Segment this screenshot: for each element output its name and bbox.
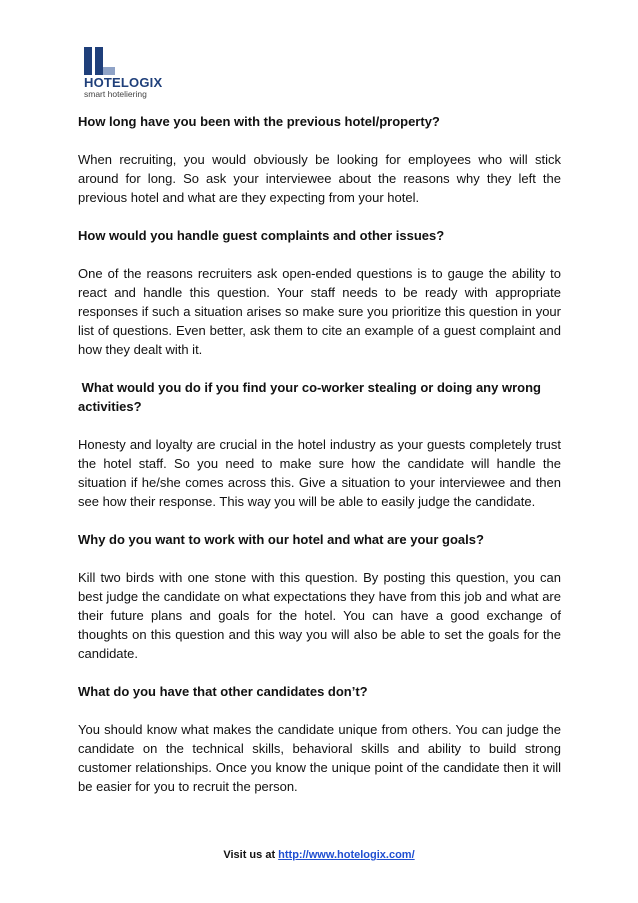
section-paragraph: When recruiting, you would obviously be looking for employees who will stick around for long. So ask your interviewee about the reasons why they left the previous hotel and what are they expecting from your hotel. bbox=[78, 152, 561, 205]
document-body bbox=[78, 112, 561, 815]
section-paragraph: Kill two birds with one stone with this question. By posting this question, you can best judge the candidate on what expectations they have from this job and what are their future plans and goals for the hotel. You can have a good exchange of thoughts on this question and this way you will also be able to set the goals for the candidate. bbox=[78, 570, 561, 661]
section-paragraph: Honesty and loyalty are crucial in the hotel industry as your guests completely trust the hotel staff. So you need to make sure how the candidate will handle the situation if he/she comes across this. Give a situation to your interviewee and then see how their response. This way you will be able to easily judge the candidate. bbox=[78, 437, 561, 509]
section-heading: What do you have that other candidates don’t? bbox=[78, 684, 368, 699]
hotelogix-logo-mark bbox=[84, 45, 134, 75]
section-paragraph: You should know what makes the candidate unique from others. You can judge the candidate on the technical skills, behavioral skills and ability to build strong customer relationships. Once you know the unique point of the candidate then it will be easier for you to recruit the person. bbox=[78, 722, 561, 794]
section-heading: How would you handle guest complaints and other issues? bbox=[78, 228, 445, 243]
section-unique-candidate bbox=[78, 682, 561, 796]
section-previous-hotel bbox=[78, 112, 561, 207]
section-goals bbox=[78, 530, 561, 663]
logo-tagline: smart hoteliering bbox=[84, 89, 147, 99]
section-coworker-stealing bbox=[78, 378, 561, 511]
section-guest-complaints bbox=[78, 226, 561, 359]
section-paragraph: One of the reasons recruiters ask open-ended questions is to gauge the ability to react and handle this question. Your staff needs to be ready with appropriate responses if such a situation arises so make sure you prioritize this question in your list of questions. Even better, ask them to cite an example of a guest complaint and how they dealt with it. bbox=[78, 266, 561, 357]
section-heading: How long have you been with the previous hotel/property? bbox=[78, 114, 440, 129]
footer-prefix: Visit us at bbox=[223, 849, 279, 861]
page-footer bbox=[0, 848, 638, 862]
section-heading: Why do you want to work with our hotel and what are your goals? bbox=[78, 532, 484, 547]
hotelogix-logo bbox=[80, 40, 200, 100]
logo-name: HOTELOGIX bbox=[84, 75, 163, 90]
section-heading: What would you do if you find your co-worker stealing or doing any wrong activities? bbox=[78, 380, 545, 414]
website-link[interactable]: http://www.hotelogix.com/ bbox=[278, 849, 415, 861]
